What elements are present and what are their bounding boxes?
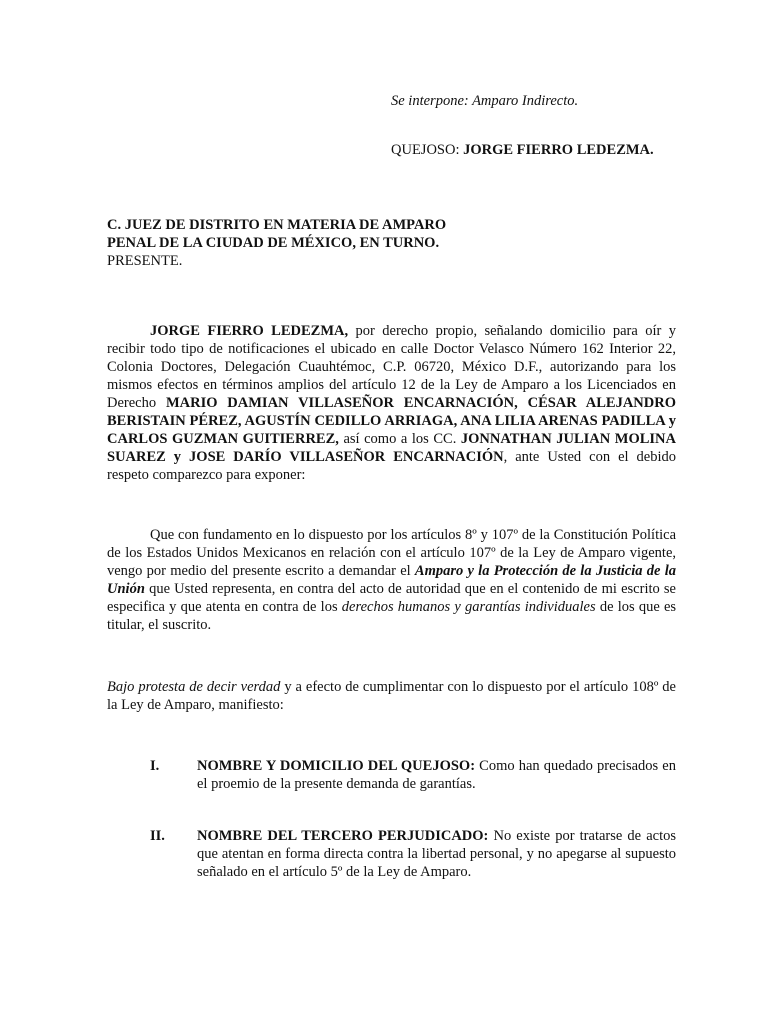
proemio-text-1: por derecho propio, señalando domicilio para oír y recibir todo tipo de notificaciones el ubicado en calle Doctor Velasco Número 162 Interior 22, Colonia Doctores, Delegación Cuauhtémoc, C.P. 06720, México D.F., autorizando para los mismos efectos en términos amplios del artículo 12 de la Ley de Amparo a los Licenciados en Derecho [107, 323, 676, 411]
list-item-text: Como han quedado precisados en el proemio de la presente demanda de garantías. [197, 758, 676, 792]
proemio-licenciados: MARIO DAMIAN VILLASEÑOR ENCARNACIÓN, CÉSAR ALEJANDRO BERISTAIN PÉREZ, AGUSTÍN CEDILLO ARRIAGA, ANA LILIA ARENAS PADILLA y CARLOS GUZMAN GUITIERREZ, [107, 395, 676, 447]
list-item-text: No existe por tratarse de actos que atentan en forma directa contra la libertad personal, y no apegarse al supuesto señalado en el artículo 5º de la Ley de Amparo. [197, 828, 676, 880]
list-item-number: II. [150, 828, 165, 844]
quejoso-name: JORGE FIERRO LEDEZMA. [463, 142, 654, 158]
protesta-italic: Bajo protesta de decir verdad [107, 679, 281, 695]
proemio-text-3: , ante Usted con el debido respeto comparezco para exponer: [107, 449, 676, 483]
addressee-line-3: PRESENTE. [107, 253, 183, 269]
fundamento-text-1: Que con fundamento en lo dispuesto por los artículos 8º y 107º de la Constitución Política de los Estados Unidos Mexicanos en relación con el artículo 107º de la Ley de Amparo vigente, vengo por medio del presente escrito a demandar el [107, 527, 676, 579]
addressee-line-1: C. JUEZ DE DISTRITO EN MATERIA DE AMPARO [107, 217, 447, 233]
quejoso-label: QUEJOSO: [391, 142, 460, 158]
protesta-text: y a efecto de cumplimentar con lo dispuesto por el artículo 108º de la Ley de Amparo, manifiesto: [107, 679, 676, 713]
proemio-paragraph [107, 322, 676, 484]
proemio-text-2: así como a los CC. [338, 431, 461, 447]
addressee-block [107, 216, 446, 270]
quejoso-line [391, 141, 654, 159]
tramite-line: Se interpone: Amparo Indirecto. [391, 93, 579, 109]
list-item-title: NOMBRE Y DOMICILIO DEL QUEJOSO: [197, 758, 476, 774]
list-item-title: NOMBRE DEL TERCERO PERJUDICADO: [197, 828, 489, 844]
list-item-2 [150, 827, 676, 881]
addressee-line-2: PENAL DE LA CIUDAD DE MÉXICO, EN TURNO. [107, 235, 440, 251]
fundamento-derechos: derechos humanos y garantías individuales [341, 599, 596, 615]
fundamento-text-2: que Usted representa, en contra del acto de autoridad que en el contenido de mi escrito se especifica y que atenta en contra de los [107, 581, 676, 615]
list-item-1 [150, 757, 676, 793]
list-item-number: I. [150, 758, 160, 774]
fundamento-amparo: Amparo y la Protección de la Justicia de la Unión [107, 563, 676, 597]
fundamento-text-3: de los que es titular, el suscrito. [107, 599, 677, 633]
proemio-cc-names: JONNATHAN JULIAN MOLINA SUAREZ y JOSE DARÍO VILLASEÑOR ENCARNACIÓN [107, 431, 676, 465]
proemio-quejoso-name: JORGE FIERRO LEDEZMA, [150, 323, 349, 339]
protesta-paragraph [107, 678, 676, 714]
fundamento-paragraph [107, 526, 676, 634]
